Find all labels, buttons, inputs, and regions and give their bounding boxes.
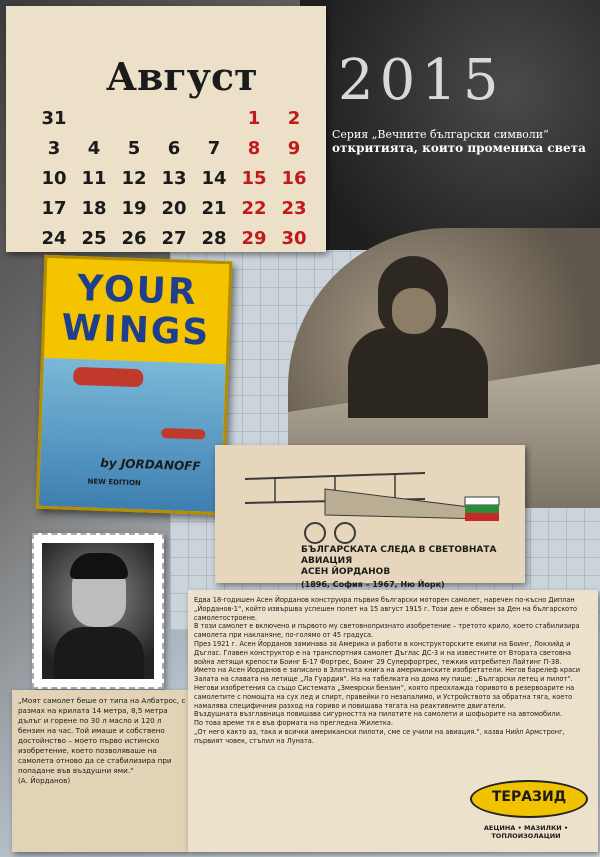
calendar-day: 11 bbox=[81, 168, 107, 189]
calendar-day: 21 bbox=[201, 198, 227, 219]
article-paragraph: По това време тя е във формата на прегледна Жилетка. bbox=[194, 719, 394, 728]
calendar-day: 4 bbox=[87, 138, 101, 159]
calendar-day bbox=[194, 106, 234, 132]
caption-line-1: БЪЛГАРСКАТА СЛЕДА В СВЕТОВНАТА АВИАЦИЯ bbox=[301, 545, 497, 566]
calendar-day: 13 bbox=[161, 168, 187, 189]
book-author: by JORDANOFF bbox=[100, 455, 201, 474]
biplane-drawing bbox=[235, 459, 515, 545]
calendar-day: 19 bbox=[121, 198, 147, 219]
calendar-day: 3 bbox=[47, 138, 61, 159]
article-paragraph: В този самолет е включено и първото му световнопризнато изобретение – третото крило, което стабилизира самолета при накланяне, по-голямо от 45 градуса. bbox=[194, 622, 580, 640]
calendar-day: 5 bbox=[127, 138, 141, 159]
article-paragraph: Името на Асен Йорданов е записано в Златната книга на американските изобретатели. Негов барелеф краси Залата на славата на летище „Ла Гуардия“. На на табелката на дома му пише: „Български летец и пилот“. bbox=[194, 666, 581, 684]
portrait-stamp bbox=[32, 533, 164, 689]
book-title bbox=[44, 268, 229, 354]
pilot-face bbox=[392, 288, 436, 334]
quote-author: (А. Йорданов) bbox=[18, 776, 71, 785]
pilot-body bbox=[348, 328, 488, 418]
calendar-day: 27 bbox=[161, 228, 187, 249]
calendar-day bbox=[154, 106, 194, 132]
quote-body: „Моят самолет беше от типа на Албатрос, с размах на крилата 14 метра, 8,5 метра дълъг и горене по 30 л масло и 120 л бензин на час. Той имаше и собствено достойнство – моето първо истинско изобретение, което позволяваше на самолета отново да се стабилизира при попадане във въздушни ями.“ bbox=[18, 696, 186, 775]
calendar-day: 15 bbox=[241, 168, 267, 189]
year-title: 2015 bbox=[338, 48, 505, 113]
article-card bbox=[188, 590, 598, 852]
series-text bbox=[332, 128, 600, 155]
article-paragraph: Едва 18-годишен Асен Йорданов конструира първия български моторен самолет, наречен по-късно Диплан „Йорданов-1“, който извършва успешен полет на 15 август 1915 г. Този ден е обявен за Ден на българското самолетостроене. bbox=[194, 596, 578, 622]
portrait-body bbox=[54, 627, 144, 679]
calendar-day: 22 bbox=[241, 198, 267, 219]
logo-tagline: АЕЦИНА • МАЗИЛКИ • ТОПЛОИЗОЛАЦИИ bbox=[483, 824, 569, 840]
article-paragraph: През 1921 г. Асен Йорданов заминава за Америка и работи в конструкторските екипи на Боинг, Локхийд и Дъглас. Главен конструктор е на транспортния самолет Дъглас ДС-3 и на известните от Втората световна война летящи крепости Боинг Б-17 Фортрес, Боинг 29 Суперфортрес, тежкия изтребител Лайтинг П-38. bbox=[194, 639, 572, 666]
calendar-day: 8 bbox=[247, 138, 261, 159]
calendar-day: 23 bbox=[281, 198, 307, 219]
calendar-day: 7 bbox=[207, 138, 221, 159]
calendar-day: 1 bbox=[247, 108, 261, 129]
calendar-day: 2 bbox=[287, 108, 301, 129]
plane-caption-card bbox=[215, 445, 525, 589]
book-plane-illustration-small bbox=[161, 428, 205, 440]
quote-text bbox=[18, 696, 186, 786]
calendar-day: 17 bbox=[41, 198, 67, 219]
series-line-2: откритията, които промениха света bbox=[332, 141, 586, 155]
book-cover bbox=[36, 255, 233, 515]
calendar-sheet bbox=[6, 6, 326, 252]
calendar-day: 24 bbox=[41, 228, 67, 249]
calendar-day bbox=[114, 106, 154, 132]
portrait-hair bbox=[70, 553, 128, 579]
calendar-day bbox=[74, 106, 114, 132]
article-text bbox=[194, 596, 590, 746]
days-grid bbox=[34, 106, 324, 252]
caption-line-2: АСЕН ЙОРДАНОВ bbox=[301, 567, 391, 577]
plane-caption bbox=[301, 545, 523, 592]
book-edition: NEW EDITION bbox=[87, 477, 141, 488]
book-plane-illustration bbox=[73, 367, 144, 387]
calendar-day: 26 bbox=[121, 228, 147, 249]
calendar-day: 16 bbox=[281, 168, 307, 189]
calendar-day: 20 bbox=[161, 198, 187, 219]
terazid-logo: ТЕРАЗИД bbox=[470, 780, 588, 818]
article-paragraph: Въздушната възглавница повишава сигурността на пилотите на самолети и шофьорите на автомобили. bbox=[194, 710, 562, 719]
portrait-photo bbox=[42, 543, 154, 679]
calendar-day: 12 bbox=[121, 168, 147, 189]
calendar-day: 14 bbox=[201, 168, 227, 189]
calendar-day: 28 bbox=[201, 228, 227, 249]
article-paragraph: Негови изобретения са също Системата „Змеярски бензин“, която преохлажда горивото в резервоарите на самолетите с помощта на сух лед и спирт, правейки го незапалимо, и Устройството за обратна тяга, което намалява специфичния разход на гориво и повишава тягата на реактивните двигатели. bbox=[194, 683, 575, 710]
caption-line-3: (1896, София – 1967, Ню Йорк) bbox=[301, 580, 445, 589]
calendar-day: 29 bbox=[241, 228, 267, 249]
calendar-day: 18 bbox=[81, 198, 107, 219]
calendar-day: 9 bbox=[287, 138, 301, 159]
calendar-day: 25 bbox=[81, 228, 107, 249]
calendar-day: 31 bbox=[41, 108, 67, 129]
book-title-line-2: WINGS bbox=[60, 307, 211, 354]
quote-card bbox=[12, 690, 188, 852]
calendar-day: 30 bbox=[281, 228, 307, 249]
calendar-day: 10 bbox=[41, 168, 67, 189]
book-title-line-1: YOUR bbox=[76, 267, 199, 314]
month-title: Август bbox=[106, 54, 258, 99]
article-paragraph: „От него както аз, така и всички американски пилоти, сме се учили на авиация.“, казва Нийл Армстронг, първият човек, стъпил на Луната. bbox=[194, 727, 565, 745]
series-line-1: Серия „Вечните български символи“ bbox=[332, 128, 549, 141]
calendar-day: 6 bbox=[167, 138, 181, 159]
